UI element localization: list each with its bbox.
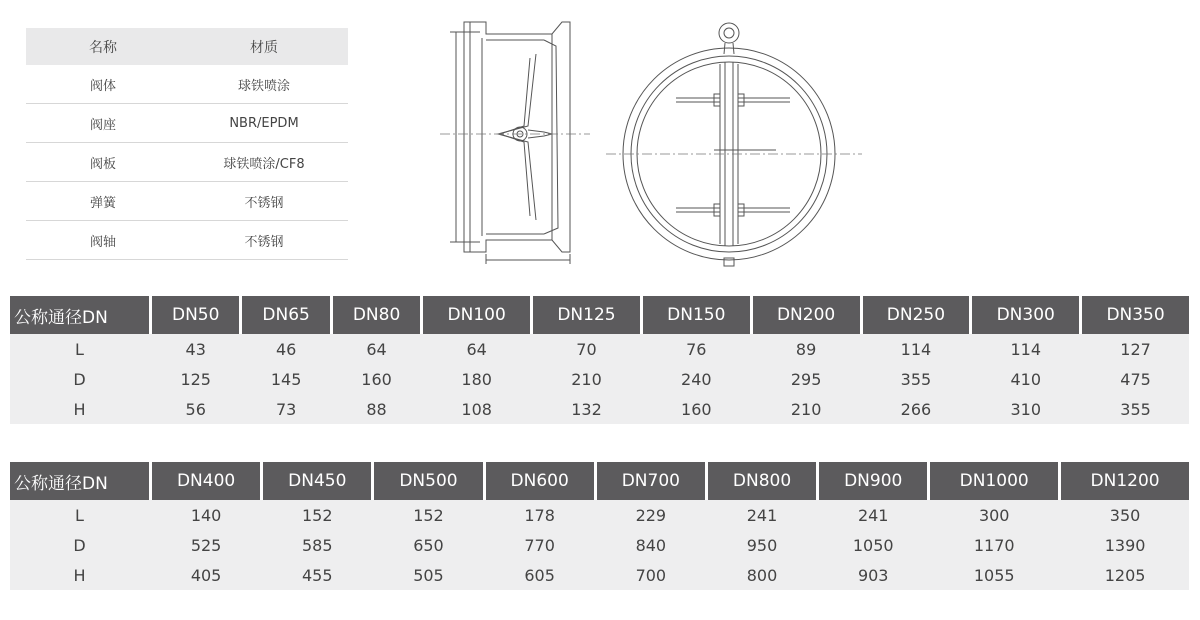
table-cell: 210 [530, 364, 640, 394]
table-cell: 355 [1079, 394, 1189, 424]
table-cell: 43 [149, 334, 239, 364]
nominal-diameter-header: 公称通径DN [10, 296, 149, 334]
dn-header: DN600 [483, 462, 594, 500]
table-row [26, 143, 348, 182]
table-cell: 770 [483, 530, 594, 560]
part-name: 阀轴 [26, 221, 180, 260]
table-cell: 300 [927, 500, 1058, 530]
table-row [10, 394, 1189, 424]
part-name: 阀板 [26, 143, 180, 182]
table-cell: 89 [750, 334, 860, 364]
table-cell: 108 [420, 394, 530, 424]
dn-header: DN300 [969, 296, 1079, 334]
row-label: H [10, 394, 149, 424]
dn-header: DN125 [530, 296, 640, 334]
valve-side-section-drawing [440, 14, 590, 266]
table-cell: 180 [420, 364, 530, 394]
table-cell: 145 [239, 364, 329, 394]
table-row [26, 221, 348, 260]
part-name: 阀体 [26, 65, 180, 104]
dn-header: DN1200 [1058, 462, 1189, 500]
table-cell: 152 [371, 500, 482, 530]
table-row [10, 560, 1189, 590]
table-row [10, 364, 1189, 394]
table-cell: 266 [860, 394, 970, 424]
table-cell: 160 [330, 364, 420, 394]
table-cell: 350 [1058, 500, 1189, 530]
table-row [10, 500, 1189, 530]
table-cell: 229 [594, 500, 705, 530]
dn-header: DN100 [420, 296, 530, 334]
material-header-material: 材质 [180, 28, 348, 65]
table-cell: 64 [330, 334, 420, 364]
row-label: H [10, 560, 149, 590]
table-cell: 1055 [927, 560, 1058, 590]
table-cell: 1050 [816, 530, 927, 560]
table-cell: 178 [483, 500, 594, 530]
table-cell: 70 [530, 334, 640, 364]
dn-header: DN1000 [927, 462, 1058, 500]
table-cell: 114 [860, 334, 970, 364]
material-header-row [26, 28, 348, 65]
table-cell: 950 [705, 530, 816, 560]
dn-header: DN500 [371, 462, 482, 500]
dn-header: DN250 [860, 296, 970, 334]
part-material: 球铁喷涂 [180, 65, 348, 104]
dimension-header-row [10, 296, 1189, 334]
table-cell: 1390 [1058, 530, 1189, 560]
table-cell: 310 [969, 394, 1079, 424]
nominal-diameter-header: 公称通径DN [10, 462, 149, 500]
dn-header: DN900 [816, 462, 927, 500]
table-cell: 125 [149, 364, 239, 394]
table-cell: 241 [705, 500, 816, 530]
table-cell: 73 [239, 394, 329, 424]
dimension-header-row [10, 462, 1189, 500]
part-name: 弹簧 [26, 182, 180, 221]
table-cell: 650 [371, 530, 482, 560]
table-cell: 64 [420, 334, 530, 364]
table-cell: 152 [260, 500, 371, 530]
table-cell: 800 [705, 560, 816, 590]
table-cell: 132 [530, 394, 640, 424]
table-cell: 241 [816, 500, 927, 530]
table-cell: 475 [1079, 364, 1189, 394]
dn-header: DN350 [1079, 296, 1189, 334]
table-cell: 1205 [1058, 560, 1189, 590]
row-label: L [10, 334, 149, 364]
table-cell: 410 [969, 364, 1079, 394]
dn-header: DN65 [239, 296, 329, 334]
part-material: 球铁喷涂/CF8 [180, 143, 348, 182]
table-cell: 605 [483, 560, 594, 590]
table-row [26, 182, 348, 221]
table-row [26, 65, 348, 104]
part-material: 不锈钢 [180, 221, 348, 260]
row-label: L [10, 500, 149, 530]
material-table [26, 28, 348, 260]
table-cell: 525 [149, 530, 260, 560]
table-cell: 840 [594, 530, 705, 560]
table-cell: 127 [1079, 334, 1189, 364]
table-cell: 240 [640, 364, 750, 394]
table-cell: 505 [371, 560, 482, 590]
part-material: 不锈钢 [180, 182, 348, 221]
table-cell: 56 [149, 394, 239, 424]
dn-header: DN400 [149, 462, 260, 500]
table-cell: 210 [750, 394, 860, 424]
dn-header: DN80 [330, 296, 420, 334]
part-name: 阀座 [26, 104, 180, 143]
valve-front-view-drawing [606, 14, 862, 270]
table-cell: 295 [750, 364, 860, 394]
table-cell: 76 [640, 334, 750, 364]
table-cell: 903 [816, 560, 927, 590]
table-cell: 355 [860, 364, 970, 394]
dimension-table-2 [10, 462, 1189, 590]
table-row [10, 334, 1189, 364]
row-label: D [10, 530, 149, 560]
dn-header: DN450 [260, 462, 371, 500]
table-cell: 455 [260, 560, 371, 590]
table-cell: 700 [594, 560, 705, 590]
dimension-table-1 [10, 296, 1189, 424]
table-cell: 88 [330, 394, 420, 424]
table-cell: 140 [149, 500, 260, 530]
table-cell: 585 [260, 530, 371, 560]
dn-header: DN50 [149, 296, 239, 334]
dn-header: DN800 [705, 462, 816, 500]
table-row [26, 104, 348, 143]
table-cell: 160 [640, 394, 750, 424]
table-cell: 114 [969, 334, 1079, 364]
table-cell: 46 [239, 334, 329, 364]
row-label: D [10, 364, 149, 394]
table-row [10, 530, 1189, 560]
dn-header: DN200 [750, 296, 860, 334]
part-material: NBR/EPDM [180, 104, 348, 143]
dn-header: DN700 [594, 462, 705, 500]
dn-header: DN150 [640, 296, 750, 334]
material-header-name: 名称 [26, 28, 180, 65]
table-cell: 1170 [927, 530, 1058, 560]
table-cell: 405 [149, 560, 260, 590]
